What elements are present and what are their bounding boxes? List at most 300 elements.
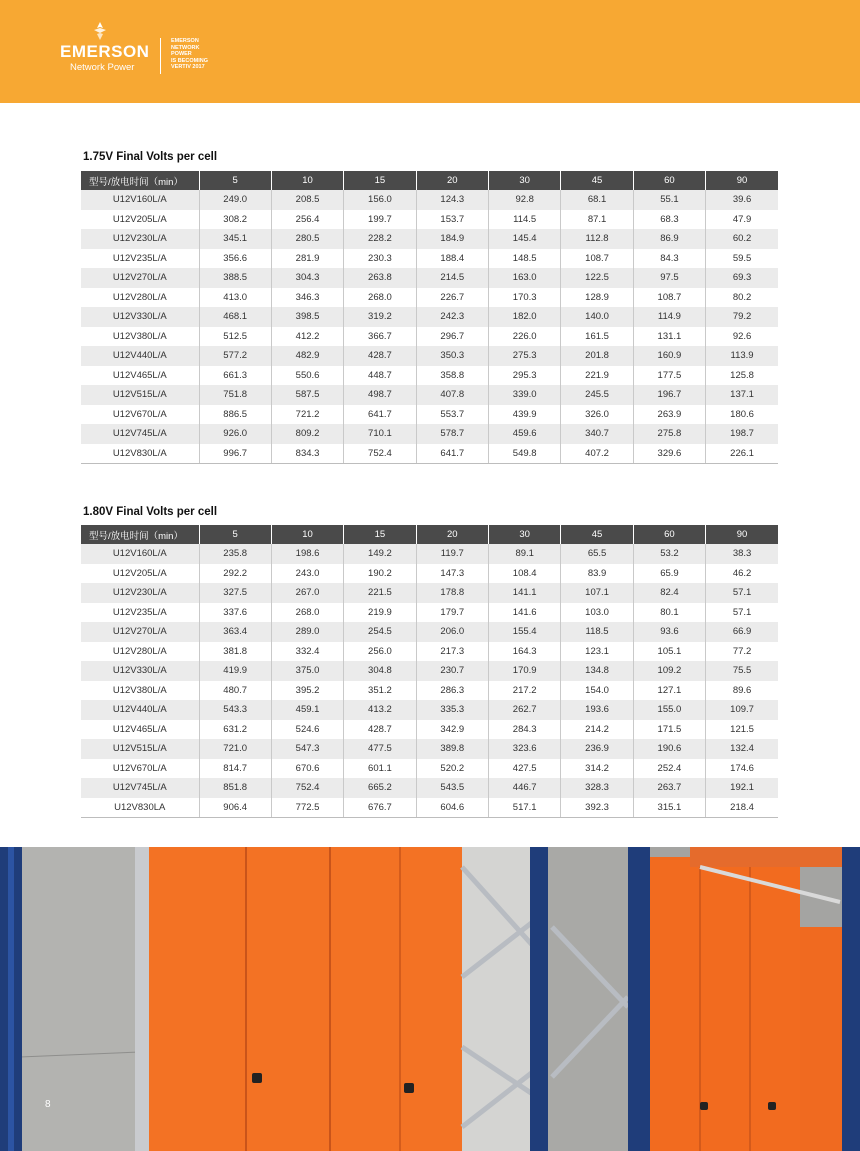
value-cell: 407.8 (416, 385, 488, 405)
value-cell: 772.5 (271, 798, 343, 818)
model-cell: U12V230L/A (81, 583, 199, 603)
model-cell: U12V330L/A (81, 661, 199, 681)
emerson-logo (60, 22, 220, 82)
table-row (81, 778, 778, 798)
table-row (81, 424, 778, 444)
value-cell: 137.1 (706, 385, 778, 405)
column-header-minutes: 60 (633, 525, 705, 544)
value-cell: 350.3 (416, 346, 488, 366)
value-cell: 118.5 (561, 622, 633, 642)
value-cell: 340.7 (561, 424, 633, 444)
value-cell: 262.7 (489, 700, 561, 720)
model-cell: U12V745L/A (81, 424, 199, 444)
value-cell: 275.3 (489, 346, 561, 366)
table-title-175v: 1.75V Final Volts per cell (83, 151, 218, 163)
value-cell: 252.4 (633, 759, 705, 779)
value-cell: 121.5 (706, 720, 778, 740)
value-cell: 196.7 (633, 385, 705, 405)
value-cell: 604.6 (416, 798, 488, 818)
value-cell: 198.7 (706, 424, 778, 444)
value-cell: 335.3 (416, 700, 488, 720)
column-header-minutes: 90 (706, 171, 778, 190)
value-cell: 75.5 (706, 661, 778, 681)
value-cell: 206.0 (416, 622, 488, 642)
model-cell: U12V160L/A (81, 190, 199, 210)
tagline-line: IS BECOMING (171, 57, 208, 64)
value-cell: 329.6 (633, 444, 705, 464)
value-cell: 249.0 (199, 190, 271, 210)
value-cell: 155.0 (633, 700, 705, 720)
value-cell: 448.7 (344, 366, 416, 386)
value-cell: 66.9 (706, 622, 778, 642)
value-cell: 226.0 (489, 327, 561, 347)
value-cell: 601.1 (344, 759, 416, 779)
value-cell: 153.7 (416, 210, 488, 230)
table-row (81, 681, 778, 701)
value-cell: 218.4 (706, 798, 778, 818)
table-title-180v: 1.80V Final Volts per cell (83, 506, 218, 518)
value-cell: 184.9 (416, 229, 488, 249)
value-cell: 543.3 (199, 700, 271, 720)
value-cell: 86.9 (633, 229, 705, 249)
value-cell: 188.4 (416, 249, 488, 269)
model-cell: U12V830LA (81, 798, 199, 818)
value-cell: 57.1 (706, 583, 778, 603)
column-header-model: 型号/放电时间（min） (81, 525, 199, 544)
value-cell: 641.7 (416, 444, 488, 464)
table-row (81, 249, 778, 269)
value-cell: 346.3 (271, 288, 343, 308)
value-cell: 60.2 (706, 229, 778, 249)
value-cell: 47.9 (706, 210, 778, 230)
model-cell: U12V745L/A (81, 778, 199, 798)
value-cell: 834.3 (271, 444, 343, 464)
value-cell: 512.5 (199, 327, 271, 347)
brand-subtitle: Network Power (70, 62, 135, 73)
value-cell: 125.8 (706, 366, 778, 386)
column-header-minutes: 5 (199, 171, 271, 190)
value-cell: 284.3 (489, 720, 561, 740)
value-cell: 427.5 (489, 759, 561, 779)
value-cell: 217.2 (489, 681, 561, 701)
warehouse-photo (0, 847, 860, 1151)
table-body (81, 190, 778, 464)
value-cell: 517.1 (489, 798, 561, 818)
value-cell: 413.2 (344, 700, 416, 720)
value-cell: 721.2 (271, 405, 343, 425)
value-cell: 134.8 (561, 661, 633, 681)
value-cell: 809.2 (271, 424, 343, 444)
value-cell: 235.8 (199, 544, 271, 564)
value-cell: 289.0 (271, 622, 343, 642)
value-cell: 351.2 (344, 681, 416, 701)
table-row (81, 720, 778, 740)
value-cell: 587.5 (271, 385, 343, 405)
value-cell: 154.0 (561, 681, 633, 701)
value-cell: 339.0 (489, 385, 561, 405)
value-cell: 428.7 (344, 720, 416, 740)
value-cell: 665.2 (344, 778, 416, 798)
value-cell: 280.5 (271, 229, 343, 249)
model-cell: U12V270L/A (81, 622, 199, 642)
value-cell: 577.2 (199, 346, 271, 366)
value-cell: 477.5 (344, 739, 416, 759)
value-cell: 661.3 (199, 366, 271, 386)
value-cell: 319.2 (344, 307, 416, 327)
value-cell: 68.1 (561, 190, 633, 210)
value-cell: 752.4 (271, 778, 343, 798)
value-cell: 132.4 (706, 739, 778, 759)
value-cell: 446.7 (489, 778, 561, 798)
value-cell: 89.6 (706, 681, 778, 701)
value-cell: 304.8 (344, 661, 416, 681)
value-cell: 221.5 (344, 583, 416, 603)
value-cell: 199.7 (344, 210, 416, 230)
table-row (81, 700, 778, 720)
discharge-table-175v (81, 171, 778, 464)
value-cell: 389.8 (416, 739, 488, 759)
table-row (81, 366, 778, 386)
table-row (81, 759, 778, 779)
value-cell: 161.5 (561, 327, 633, 347)
table-row (81, 642, 778, 662)
value-cell: 108.7 (561, 249, 633, 269)
value-cell: 395.2 (271, 681, 343, 701)
value-cell: 113.9 (706, 346, 778, 366)
value-cell: 721.0 (199, 739, 271, 759)
table-row (81, 661, 778, 681)
value-cell: 127.1 (633, 681, 705, 701)
value-cell: 114.9 (633, 307, 705, 327)
value-cell: 752.4 (344, 444, 416, 464)
value-cell: 124.3 (416, 190, 488, 210)
value-cell: 148.5 (489, 249, 561, 269)
value-cell: 459.1 (271, 700, 343, 720)
value-cell: 459.6 (489, 424, 561, 444)
model-cell: U12V515L/A (81, 739, 199, 759)
value-cell: 170.9 (489, 661, 561, 681)
column-header-minutes: 15 (344, 525, 416, 544)
value-cell: 263.8 (344, 268, 416, 288)
value-cell: 230.7 (416, 661, 488, 681)
value-cell: 242.3 (416, 307, 488, 327)
table-row (81, 327, 778, 347)
value-cell: 208.5 (271, 190, 343, 210)
value-cell: 92.6 (706, 327, 778, 347)
value-cell: 149.2 (344, 544, 416, 564)
value-cell: 39.6 (706, 190, 778, 210)
column-header-minutes: 10 (271, 525, 343, 544)
value-cell: 193.6 (561, 700, 633, 720)
value-cell: 381.8 (199, 642, 271, 662)
value-cell: 80.2 (706, 288, 778, 308)
value-cell: 122.5 (561, 268, 633, 288)
column-header-minutes: 30 (489, 525, 561, 544)
value-cell: 192.1 (706, 778, 778, 798)
value-cell: 413.0 (199, 288, 271, 308)
table-row (81, 210, 778, 230)
table-body (81, 544, 778, 818)
value-cell: 69.3 (706, 268, 778, 288)
value-cell: 214.2 (561, 720, 633, 740)
value-cell: 198.6 (271, 544, 343, 564)
value-cell: 236.9 (561, 739, 633, 759)
value-cell: 314.2 (561, 759, 633, 779)
value-cell: 103.0 (561, 603, 633, 623)
value-cell: 177.5 (633, 366, 705, 386)
model-cell: U12V440L/A (81, 700, 199, 720)
tagline-line: VERTIV 2017 (171, 64, 205, 71)
value-cell: 549.8 (489, 444, 561, 464)
value-cell: 356.6 (199, 249, 271, 269)
value-cell: 631.2 (199, 720, 271, 740)
header-band (0, 0, 860, 103)
value-cell: 292.2 (199, 564, 271, 584)
value-cell: 323.6 (489, 739, 561, 759)
value-cell: 254.5 (344, 622, 416, 642)
table-row (81, 798, 778, 818)
value-cell: 498.7 (344, 385, 416, 405)
table-row (81, 268, 778, 288)
value-cell: 228.2 (344, 229, 416, 249)
brand-name: EMERSON (60, 42, 150, 61)
value-cell: 221.9 (561, 366, 633, 386)
value-cell: 163.0 (489, 268, 561, 288)
value-cell: 201.8 (561, 346, 633, 366)
table-row (81, 385, 778, 405)
value-cell: 108.4 (489, 564, 561, 584)
value-cell: 93.6 (633, 622, 705, 642)
table-row (81, 346, 778, 366)
value-cell: 814.7 (199, 759, 271, 779)
model-cell: U12V235L/A (81, 249, 199, 269)
value-cell: 275.8 (633, 424, 705, 444)
value-cell: 578.7 (416, 424, 488, 444)
value-cell: 230.3 (344, 249, 416, 269)
value-cell: 140.0 (561, 307, 633, 327)
value-cell: 751.8 (199, 385, 271, 405)
model-cell: U12V465L/A (81, 720, 199, 740)
value-cell: 226.1 (706, 444, 778, 464)
model-cell: U12V160L/A (81, 544, 199, 564)
table-header-row (81, 525, 778, 544)
value-cell: 543.5 (416, 778, 488, 798)
value-cell: 179.7 (416, 603, 488, 623)
value-cell: 46.2 (706, 564, 778, 584)
column-header-model: 型号/放电时间（min） (81, 171, 199, 190)
value-cell: 263.9 (633, 405, 705, 425)
value-cell: 245.5 (561, 385, 633, 405)
value-cell: 468.1 (199, 307, 271, 327)
value-cell: 428.7 (344, 346, 416, 366)
column-header-minutes: 10 (271, 171, 343, 190)
model-cell: U12V440L/A (81, 346, 199, 366)
value-cell: 388.5 (199, 268, 271, 288)
value-cell: 65.5 (561, 544, 633, 564)
value-cell: 308.2 (199, 210, 271, 230)
value-cell: 256.4 (271, 210, 343, 230)
value-cell: 57.1 (706, 603, 778, 623)
warehouse-illustration (0, 847, 860, 1151)
value-cell: 214.5 (416, 268, 488, 288)
tagline-line: POWER (171, 51, 192, 58)
value-cell: 286.3 (416, 681, 488, 701)
value-cell: 345.1 (199, 229, 271, 249)
value-cell: 92.8 (489, 190, 561, 210)
model-cell: U12V465L/A (81, 366, 199, 386)
column-header-minutes: 15 (344, 171, 416, 190)
model-cell: U12V830L/A (81, 444, 199, 464)
value-cell: 217.3 (416, 642, 488, 662)
value-cell: 108.7 (633, 288, 705, 308)
model-cell: U12V270L/A (81, 268, 199, 288)
value-cell: 263.7 (633, 778, 705, 798)
value-cell: 79.2 (706, 307, 778, 327)
model-cell: U12V670L/A (81, 405, 199, 425)
model-cell: U12V280L/A (81, 642, 199, 662)
value-cell: 178.8 (416, 583, 488, 603)
value-cell: 398.5 (271, 307, 343, 327)
value-cell: 219.9 (344, 603, 416, 623)
value-cell: 160.9 (633, 346, 705, 366)
table-row (81, 229, 778, 249)
value-cell: 174.6 (706, 759, 778, 779)
value-cell: 68.3 (633, 210, 705, 230)
value-cell: 97.5 (633, 268, 705, 288)
value-cell: 131.1 (633, 327, 705, 347)
tagline-line: EMERSON (171, 38, 199, 44)
column-header-minutes: 5 (199, 525, 271, 544)
value-cell: 375.0 (271, 661, 343, 681)
value-cell: 407.2 (561, 444, 633, 464)
value-cell: 641.7 (344, 405, 416, 425)
value-cell: 170.3 (489, 288, 561, 308)
table-row (81, 564, 778, 584)
value-cell: 520.2 (416, 759, 488, 779)
model-cell: U12V515L/A (81, 385, 199, 405)
value-cell: 256.0 (344, 642, 416, 662)
value-cell: 482.9 (271, 346, 343, 366)
logo-divider (160, 38, 161, 74)
model-cell: U12V205L/A (81, 210, 199, 230)
model-cell: U12V670L/A (81, 759, 199, 779)
value-cell: 128.9 (561, 288, 633, 308)
column-header-minutes: 45 (561, 171, 633, 190)
value-cell: 145.4 (489, 229, 561, 249)
model-cell: U12V380L/A (81, 681, 199, 701)
table-row (81, 288, 778, 308)
value-cell: 180.6 (706, 405, 778, 425)
column-header-minutes: 90 (706, 525, 778, 544)
value-cell: 65.9 (633, 564, 705, 584)
tagline-line: NETWORK (171, 44, 200, 51)
table-row (81, 190, 778, 210)
value-cell: 412.2 (271, 327, 343, 347)
table-row (81, 603, 778, 623)
value-cell: 114.5 (489, 210, 561, 230)
value-cell: 886.5 (199, 405, 271, 425)
table-row (81, 405, 778, 425)
value-cell: 524.6 (271, 720, 343, 740)
value-cell: 190.6 (633, 739, 705, 759)
value-cell: 550.6 (271, 366, 343, 386)
value-cell: 419.9 (199, 661, 271, 681)
discharge-table-180v (81, 525, 778, 818)
value-cell: 296.7 (416, 327, 488, 347)
column-header-minutes: 20 (416, 525, 488, 544)
value-cell: 171.5 (633, 720, 705, 740)
tagline (171, 38, 208, 71)
value-cell: 243.0 (271, 564, 343, 584)
model-cell: U12V235L/A (81, 603, 199, 623)
value-cell: 105.1 (633, 642, 705, 662)
table-header-row (81, 171, 778, 190)
value-cell: 77.2 (706, 642, 778, 662)
value-cell: 363.4 (199, 622, 271, 642)
value-cell: 337.6 (199, 603, 271, 623)
value-cell: 82.4 (633, 583, 705, 603)
value-cell: 141.1 (489, 583, 561, 603)
value-cell: 268.0 (344, 288, 416, 308)
value-cell: 107.1 (561, 583, 633, 603)
value-cell: 342.9 (416, 720, 488, 740)
value-cell: 710.1 (344, 424, 416, 444)
page-number: 8 (45, 1099, 51, 1110)
value-cell: 392.3 (561, 798, 633, 818)
table-row (81, 583, 778, 603)
value-cell: 55.1 (633, 190, 705, 210)
model-cell: U12V380L/A (81, 327, 199, 347)
table-row (81, 444, 778, 464)
emerson-logo-icon (92, 22, 108, 40)
value-cell: 87.1 (561, 210, 633, 230)
model-cell: U12V280L/A (81, 288, 199, 308)
value-cell: 112.8 (561, 229, 633, 249)
value-cell: 295.3 (489, 366, 561, 386)
value-cell: 851.8 (199, 778, 271, 798)
value-cell: 147.3 (416, 564, 488, 584)
value-cell: 366.7 (344, 327, 416, 347)
column-header-minutes: 20 (416, 171, 488, 190)
value-cell: 190.2 (344, 564, 416, 584)
table-row (81, 739, 778, 759)
value-cell: 268.0 (271, 603, 343, 623)
value-cell: 141.6 (489, 603, 561, 623)
value-cell: 156.0 (344, 190, 416, 210)
value-cell: 332.4 (271, 642, 343, 662)
value-cell: 327.5 (199, 583, 271, 603)
value-cell: 670.6 (271, 759, 343, 779)
value-cell: 38.3 (706, 544, 778, 564)
value-cell: 304.3 (271, 268, 343, 288)
table-row (81, 544, 778, 564)
table-row (81, 307, 778, 327)
value-cell: 109.7 (706, 700, 778, 720)
model-cell: U12V330L/A (81, 307, 199, 327)
value-cell: 547.3 (271, 739, 343, 759)
column-header-minutes: 30 (489, 171, 561, 190)
value-cell: 480.7 (199, 681, 271, 701)
value-cell: 267.0 (271, 583, 343, 603)
value-cell: 315.1 (633, 798, 705, 818)
value-cell: 119.7 (416, 544, 488, 564)
value-cell: 439.9 (489, 405, 561, 425)
value-cell: 553.7 (416, 405, 488, 425)
value-cell: 155.4 (489, 622, 561, 642)
value-cell: 281.9 (271, 249, 343, 269)
value-cell: 996.7 (199, 444, 271, 464)
value-cell: 358.8 (416, 366, 488, 386)
